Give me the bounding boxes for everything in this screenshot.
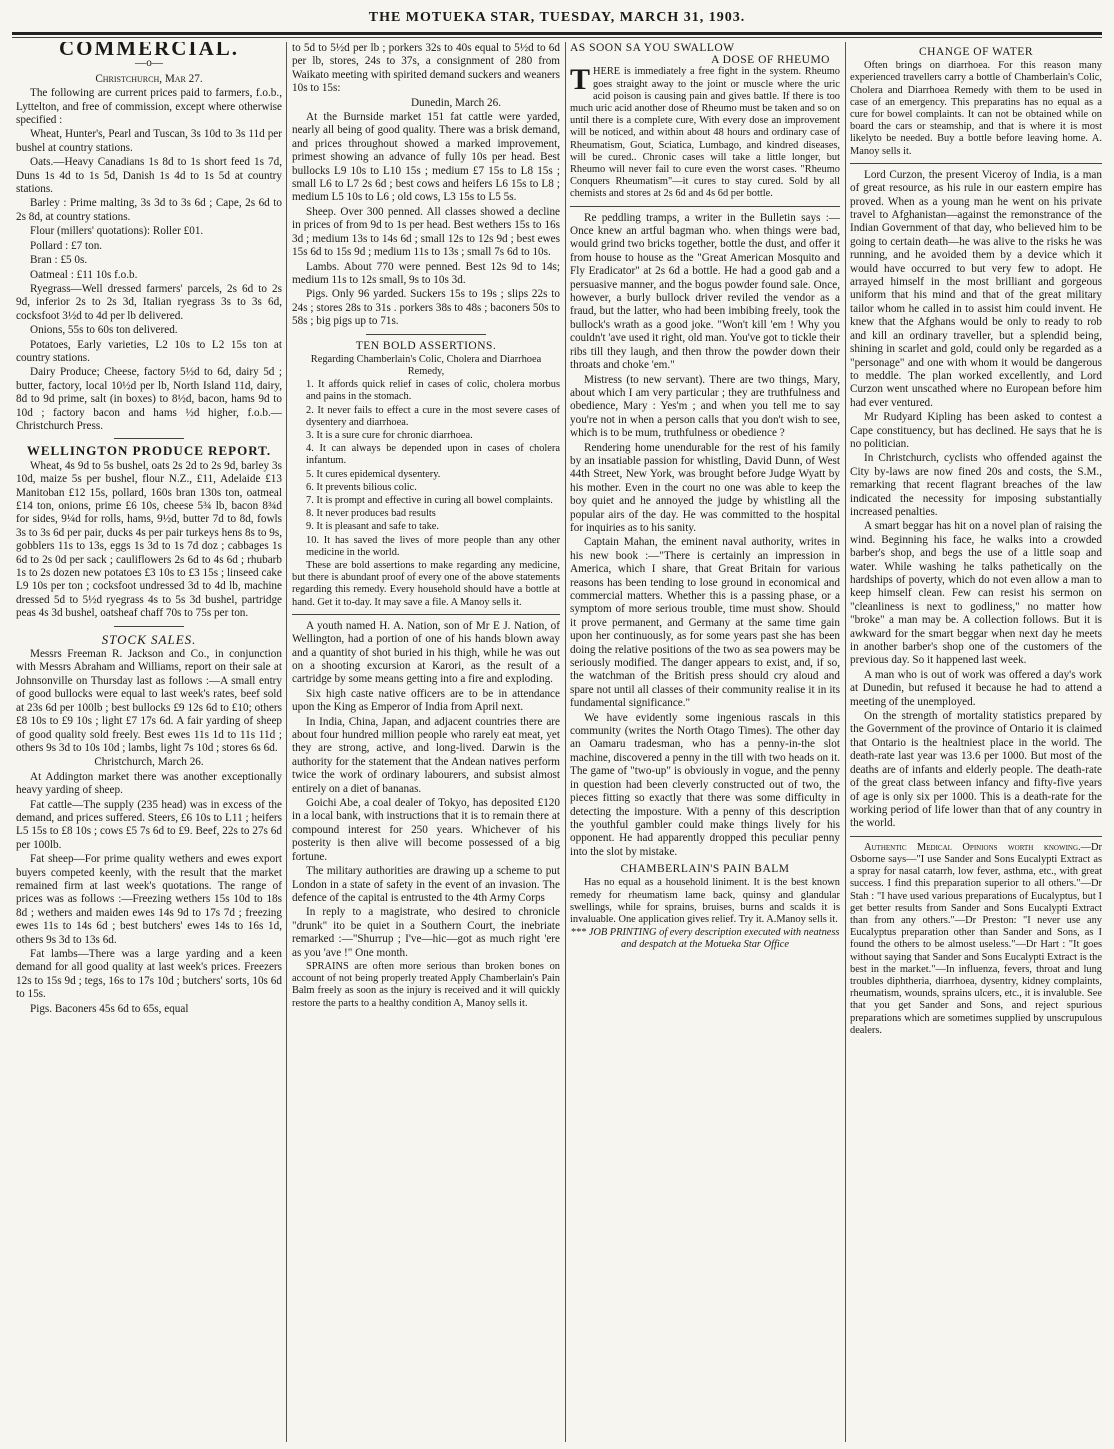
- job-printing-notice: *** JOB PRINTING of every description executed with neatness and despatch at the Motueka Star Office: [570, 927, 840, 951]
- list-item: 1. It affords quick relief in cases of colic, cholera morbus and pains in the stomach.: [306, 379, 560, 403]
- paragraph: Oatmeal : £11 10s f.o.b.: [30, 268, 138, 281]
- advert-heading: CHAMBERLAIN'S PAIN BALM: [620, 863, 790, 876]
- paragraph: Mr Rudyard Kipling has been asked to contest a Cape constituency, but has declined. He says that he is no politician.: [850, 411, 1102, 450]
- column-4: [850, 42, 1102, 1442]
- paragraph: In reply to a magistrate, who desired to chronicle "drunk" ito be quiet in a Southern Court, the inebriate remarked :—"Shurrup ; I've—hic—got as much right 'ere as you 'ave !" One month.: [292, 906, 560, 959]
- separator: [850, 163, 1102, 164]
- paragraph: Oats.—Heavy Canadians 1s 8d to 1s short feed 1s 7d, Duns 1s 4d to 1s 5d, Danish 1s 4d to 1s 5d at country stations.: [16, 156, 282, 196]
- separator: [114, 438, 184, 439]
- list-item: 5. It cures epidemical dysentery.: [306, 468, 441, 480]
- paragraph: Fat cattle—The supply (235 head) was in excess of the demand, and prices suffered. Steers, £6 10s to L11 ; heifers L5 15s to £8 10s ; cows £5 7s 6d to £9. Beef, 22s to 27s 6d per 100lb.: [16, 798, 282, 851]
- column-1: [16, 42, 282, 1442]
- advert-sprains: [292, 961, 560, 1010]
- paragraph: Potatoes, Early varieties, L2 10s to L2 15s ton at country stations.: [16, 338, 282, 364]
- advert-heading: AS SOON SA YOU SWALLOW: [570, 42, 735, 54]
- advert-body: HERE is immediately a free fight in the system. Rheumo goes straight away to the joint or muscle where the uric acid poison is causing pain and gives battle. If there is too much uric acid another dose of Rheumo must be taken and so on until there is a complete cure, With every dose an improvement will be noticed, and within about 48 hours and ordinary case of Rheumatism, Gout, Sciatica, Lumbago, and kindred diseases, will be cured.. Chronic cases will take a little longer, but Rheumo will never fail to cure even the worst cases. "Rheumo Conquers Rheumatism"—it cures to stay cured. Sold by all chemists and stores at 2s 6d and 4s 6d per bottle.: [570, 66, 840, 200]
- paragraph: Mistress (to new servant). There are two things, Mary, about which I am very particular ; they are truthfulness and obedience, Mary : Yes'm ; and when you tell me to say you're not in when a person calls that you don't wish to see, which is to be mum, truthfulness or obedience ?: [570, 373, 840, 440]
- list-item: 3. It is a sure cure for chronic diarrhoea.: [306, 429, 473, 441]
- paragraph: In Christchurch, cyclists who offended against the City by-laws are now fined 20s and costs, the S.M., remarking that recent flagrant breaches of the law indicated the necessity for imposing substantially increased penalties.: [850, 452, 1102, 518]
- paragraph: Pigs. Only 96 yarded. Suckers 15s to 19s ; slips 22s to 24s ; stores 28s to 31s . porkers 38s to 48s ; baconers 50s to 58s ; big pigs up to 71s.: [292, 288, 560, 328]
- list-item: 9. It is pleasant and safe to take.: [306, 521, 440, 533]
- paragraph: Lord Curzon, the present Viceroy of India, is a man of great resource, as his rule in our eastern empire has proved. When as a young man he went on his private travel to Afghanistan—against the remonstrance of the Indian Government of that day, who believed him to be going to certain death—he was alive to the risks he was running, and he avoided them by a device which it would have occurred to but very few to adopt. He arrayed himself in the most brilliant and gorgeous uniform that his mind and that of the great military tailor whom he called in to assist him could invent. He knew that the Afghans would be only to ready to rob and kill an ordinary traveller, but a splendid being, shining in scarlet and gold, could only be regarded as a "personage" and one with whom it would be dangerous to meddle. The plan worked excellently, and Lord Curzon went unscathed where no European before him had ever ventured.: [850, 168, 1102, 409]
- paragraph: At the Burnside market 151 fat cattle were yarded, nearly all being of good quality. There was a brisk demand, and prices throughout showed a marked improvement, primest showing an advance of fully 10s per head. Best bullocks L9 10s to L10 15s ; medium £7 15s to L8 15s ; small L6 to L7 2s 6d ; best cows and heifers L6 15s to L8 ; medium L5 10s to L6 ; old cows, L3 15s to L5 5s.: [292, 111, 560, 204]
- paragraph: Pollard : £7 ton.: [30, 239, 103, 252]
- advert-body: Has no equal as a household liniment. It is the best known remedy for rheumatism lame back, quinsy and glandular swellings, while for sprains, bruises, burns and scalds it is invaluable. One application gives relief. Try it. A.Manoy sells it.: [570, 877, 840, 925]
- column-divider: [565, 42, 566, 1442]
- paragraph: Sheep. Over 300 penned. All classes showed a decline in prices of from 9d to 1s per head. Best wethers 15s to 16s 3d ; medium 13s to 14s 6d ; small 12s to 12s 9d ; best ewes 15s 6d to 15s 9d ; medium 11s to 13s ; small 7s 6d to 10s.: [292, 205, 560, 259]
- paragraph: The military authorities are drawing up a scheme to put London in a state of safety in the event of an invasion. The defence of the capital is entrusted to the 4th Army Corps: [292, 865, 560, 904]
- paragraph: Fat sheep—For prime quality wethers and ewes export buyers competed keenly, with the result that the market remained firm at last week's quotations. The range of prices was as follows :—Freezing wethers 15s 10d to 18s 8d ; wethers and maiden ewes 14s 9d to 17s 7d ; freezing ewes 11s to 14s 6d ; best butchers' ewes 14s to 16s 1d, others 9s 3d to 13s 6d.: [16, 853, 282, 946]
- paragraph: Lambs. About 770 were penned. Best 12s 9d to 14s; medium 11s to 12s small, 9s to 10s 3d.: [292, 260, 560, 286]
- paragraph: Messrs Freeman R. Jackson and Co., in conjunction with Messrs Abraham and Williams, report on their sale at Johnsonville on Thursday last as follows :—A small entry of good bullocks were equal to last week's rates, beef sold at 23s 6d per 100lb ; best bullocks £9 12s 6d to £10; others £8 10s to £9 10s ; light £7 17s 6d. A fair yarding of sheep of good quality sold freely. Best ewes 11s 1d to 11s 11d ; others 9s 3d to 10s 10d ; lambs, light 7s 10d ; stores 6s 6d.: [16, 648, 282, 754]
- paragraph: Pigs. Baconers 45s 6d to 65s, equal: [30, 1002, 189, 1015]
- advert-body: Often brings on diarrhoea. For this reason many experienced travellers carry a bottle of Chamberlain's Colic, Cholera and Diarrhoea Remedy with them to be used in case of an emergency. This preparatins has no equal as a cure for bowel complaints. It can not be obtained while on board the cars or steamship, and that is where it is most likelyto be needed. Buy a bottle before leaving home. A. Manoy sells it.: [850, 60, 1102, 157]
- masthead-rule-thin: [12, 37, 1102, 38]
- advert-eucalypti: [850, 842, 1102, 1037]
- list-item: 10. It has saved the lives of more people than any other medicine in the world.: [306, 534, 560, 558]
- masthead-rule: [12, 32, 1102, 35]
- column-3: [570, 42, 840, 1442]
- list-item: 8. It never produces bad results: [306, 508, 436, 520]
- paragraph: Wheat, 4s 9d to 5s bushel, oats 2s 2d to 2s 9d, barley 3s 10d, maize 5s per bushel, flour N.Z., £11, Adelaide £13 Manitoban £12 15s, pollard, 160s bran 130s ton, oatmeal £14 ton, onions, prime £6 10s, cheese 5¾ lb, bacon 8¾d for sides, 9¼d for rolls, hams, 9½d, butter 7d to 8d, fowls 3s to 3s 6d per pair, ducks 4s per pair turkeys hens 8s to 9s, gobblers 11s to 13s, eggs 1s 3d to 1s 7d doz ; cabbages 1s 6d to 2s 0d per sack ; cauliflowers 2s 6d to 4s 6d ; rhubarb 1s to 2s dozen new potatoes £3 10s to £3 15s ; linseed cake L9 10s per ton ; cocksfoot undressed 3d to 4d lb, machine dressed 5d to 5½d ryegrass 4s to 5s 3d bushel, partridge peas 4s 3d bushel, oatsheaf chaff 70s to 75s per ton.: [16, 459, 282, 620]
- paragraph: In India, China, Japan, and adjacent countries there are about four hundred million people who rarely eat meat, yet they are strong, active, and long-lived. Darwin is the authority for the statement that the Andean natives perform twice the work of ordinary labourers, and subsist almost entirely on a diet of bananas.: [292, 715, 560, 795]
- advert-ten-bold-assertions: [292, 340, 560, 609]
- advert-subheading: A DOSE OF RHEUMO: [711, 54, 830, 67]
- column-2: [292, 42, 560, 1442]
- separator: [114, 626, 184, 627]
- paragraph: Fat lambs—There was a large yarding and a keen demand for all good quality at last week's prices. Freezers 12s to 15s 9d ; tegs, 16s to 17s 10d ; butchers' sorts, 10s 6d to 15s.: [16, 948, 282, 1001]
- list-item: 4. It can always be depended upon in cases of cholera infantum.: [306, 443, 560, 467]
- list-item: 6. It prevents bilious colic.: [306, 481, 417, 493]
- paragraph: Rendering home unendurable for the rest of his family by an insatiable passion for whistling, David Dunn, of West 44th Street, New York, was brought before Judge Wyatt by his mother. Even in the court no one was able to keep the boy quiet and he annoyed the judge by whistling all the popular airs of the day. He was committed to the hospital for inquiries as to his sanity.: [570, 441, 840, 534]
- paragraph: Dairy Produce; Cheese, factory 5½d to 6d, dairy 5d ; butter, factory, local 10½d per lb, North Island 11d, dairy, 8d to 9d prime, salt (in boxes) to 8½d, bacon, hams 9d to 10d ; factory bacon and hams ½d higher, f.o.b.—Christchurch Press.: [16, 366, 282, 432]
- paragraph: Wheat, Hunter's, Pearl and Tuscan, 3s 10d to 3s 11d per bushel at country stations.: [16, 128, 282, 154]
- separator: [850, 836, 1102, 837]
- advert-rheumo: [570, 42, 840, 201]
- separator: [570, 206, 840, 207]
- advert-body: SPRAINS are often more serious than broken bones on account of not being properly treated Apply Chamberlain's Pain Balm freely as soon as the injury is received and it will quickly restore the parts to a healthy condition A, Manoy sells it.: [292, 960, 560, 1009]
- paragraph: to 5d to 5½d per lb ; porkers 32s to 40s equal to 5½d to 6d per lb, stores, 24s to 37s, a consignment of 280 from Waikato meeting with spirited demand suckers and weaners 10s to 15s:: [292, 42, 560, 95]
- list-item: 7. It is prompt and effective in curing all bowel complaints.: [306, 494, 553, 506]
- advert-body: These are bold assertions to make regarding any medicine, but there is abundant proof of every one of the above statements regarding this remedy. Every household should have a bottle at hand. Get it to-day. It may save a file. A Manoy sells it.: [292, 559, 560, 608]
- advert-change-of-water: [850, 46, 1102, 158]
- masthead: THE MOTUEKA STAR, TUESDAY, MARCH 31, 1903.: [368, 10, 746, 25]
- paragraph: A smart beggar has hit on a novel plan of raising the wind. Beginning his face, he walks into a crowded barber's shop, and begs the use of a little soap and water. While washing he talks pathetically on the hardships of poverty, which do not even allow a man to keep himself clean. Few can resist his sermon on "cleanliness is next to godliness," no matter how "broke" a man may be. A collection follows. But it is awkward for the smart beggar when next day he meets in another barber's shop one of the customers of the previous day. So it happened last week.: [850, 520, 1102, 667]
- paragraph: At Addington market there was another exceptionally heavy yarding of sheep.: [16, 770, 282, 797]
- paragraph: The following are current prices paid to farmers, f.o.b., Lyttelton, and free of commission, except where otherwise specified :: [16, 87, 282, 127]
- advert-body: —Dr Osborne says—"I use Sander and Sons Eucalypti Extract as a spray for nasal catarrh, low fever, asthma, etc., with great success. I find this preparation superior to all others."—Dr Stah : "I have used various preparations of Eucalyptus, but I get better results from Sander and Sons Eucalypti Extract than from any others."—Dr Preston: "I never use any Eucalyptus preparation other than Sander and Sons, as I found the others to be almost useless."—Dr Hart : "It goes without saying that Sander and Sons Eucalypti Extract is the best in the market."—In influenza, fevers, throat and lung troubles diphtheria, diarrhoea, dysentry, kidney complaints, rheumatism, wounds, sprains ulcers, etc., it is invaluble. See that you get Sander and Sons, and reject spurious preparations which are sometimes supplied by unscrupulous dealers.: [850, 841, 1102, 1036]
- paragraph: Six high caste native officers are to be in attendance upon the King as Emperor of India from April next.: [292, 687, 560, 714]
- column-divider: [286, 42, 287, 1442]
- column-divider: [845, 42, 846, 1442]
- dateline: Dunedin, March 26.: [410, 96, 502, 109]
- paragraph: Captain Mahan, the eminent naval authority, writes in his new book :—"There is certainly an impression in America, which I share, that Great Britain for various reasons has been tending to lose ground in economical and commercial matters. Whether this is a passing phase, or a symptom of more serious trouble, time must show. Should it prove permanent, and Germany at the same time gain upon her continuously, as for some years past she has been doing the relative positions of the two as sea powers may be seriously modified. The danger appears to exist, and, if so, the watchman of the British press should cry aloud and spare not until all classes of their community realise it in its fundamental significance.": [570, 536, 840, 710]
- paragraph: Ryegrass—Well dressed farmers' parcels, 2s 6d to 2s 9d, inferior 2s to 2s 3d, Italian ryegrass 3s to 3s 6d, cocksfoot 3½d to 4d per lb delivered.: [16, 282, 282, 322]
- advert-heading: CHANGE OF WATER: [919, 46, 1033, 58]
- advert-heading: TEN BOLD ASSERTIONS.: [355, 339, 497, 352]
- dateline: Christchurch, Mar 27.: [95, 72, 203, 85]
- paragraph: A man who is out of work was offered a day's work at Dunedin, but refused it because he had to attend a meeting of the unemployed.: [850, 668, 1102, 708]
- paragraph: Goichi Abe, a coal dealer of Tokyo, has deposited £120 in a local bank, with instructions that it is to remain there at compound interest for 250 years. Whichever of his posterity is then alive will become possessed of a big fortune.: [292, 797, 560, 863]
- section-heading-commercial: COMMERCIAL.: [58, 42, 240, 60]
- paragraph: Re peddling tramps, a writer in the Bulletin says :—Once knew an artful bagman who. when things were bad, would grind two bricks together, bottle the dust, and offer it from house to house as the "Great American Mosquito and Fly Eradicator" at 2s 6d a bottle. He had a good gab and a persuasive manner, and the bogus powder found sale. Once, however, a burly bullock driver reviled the vendor as a fraud, but the latter, who had been imbibing freely, took the bullock's wrath as a good joke. "Won't kill 'em ! Why you couldn't 'ave used it right, old man. You've got to tickle their ribs till they laugh, and then throw the powder down their throats and choke 'em.": [570, 211, 840, 372]
- paragraph: Barley : Prime malting, 3s 3d to 3s 6d ; Cape, 2s 6d to 2s 8d, at country stations.: [16, 197, 282, 223]
- list-item: 2. It never fails to effect a cure in the most severe cases of dysentery and diarrhoea.: [306, 404, 560, 428]
- paragraph: Flour (millers' quotations): Roller £01.: [30, 225, 204, 238]
- ornament-dash: —o—: [135, 57, 163, 70]
- separator: [292, 614, 560, 615]
- section-heading-wellington: WELLINGTON PRODUCE REPORT.: [26, 443, 272, 459]
- advert-subheading: Regarding Chamberlain's Colic, Cholera and Diarrhoea Remedy,: [310, 353, 542, 377]
- paragraph: A youth named H. A. Nation, son of Mr E J. Nation, of Wellington, had a portion of one of his hands blown away and a quantity of shot buried in his thigh, while he was out on a shooting excursion at Karori, as the result of a cartridge by some means getting into a fire and exploding.: [292, 619, 560, 686]
- dateline: Christchurch, March 26.: [94, 756, 204, 769]
- paragraph: Bran : £5 0s.: [30, 254, 88, 267]
- separator: [366, 334, 486, 335]
- drop-cap: T: [570, 63, 591, 97]
- paragraph: On the strength of mortality statistics prepared by the Government of the province of Ontario it is claimed that Ontario is the healtniest place in the world. The death-rate last year was 13.6 per 1000. But most of the deaths are of infants and elderly people. The death-rate of the great class between infancy and fifty-five years of age is only six per 1000. This is a death-rate for the working period of life lower than that of any country in the world.: [850, 710, 1102, 830]
- paragraph: We have evidently some ingenious rascals in this community (writes the North Otago Times). The other day an Oamaru tradesman, who has a penny-in-the slot machine, discovered a penny in the till with two heads on it. The game of "two-up" is obviously in vogue, and the penny in question had been cleverly constructed out of two, the pieces fitting so exactly that there was some difficulty in detecting the imposture. With a penny of this description the youthful gambler could make things lively for his opponent. He had apparently dropped this peculiar penny into the slot by mistake.: [570, 711, 840, 858]
- advert-pain-balm: [570, 863, 840, 951]
- paragraph: Onions, 55s to 60s ton delivered.: [30, 324, 178, 337]
- advert-lead: Authentic Medical Opinions worth knowing.: [864, 841, 1081, 853]
- section-heading-stock-sales: STOCK SALES.: [101, 631, 197, 647]
